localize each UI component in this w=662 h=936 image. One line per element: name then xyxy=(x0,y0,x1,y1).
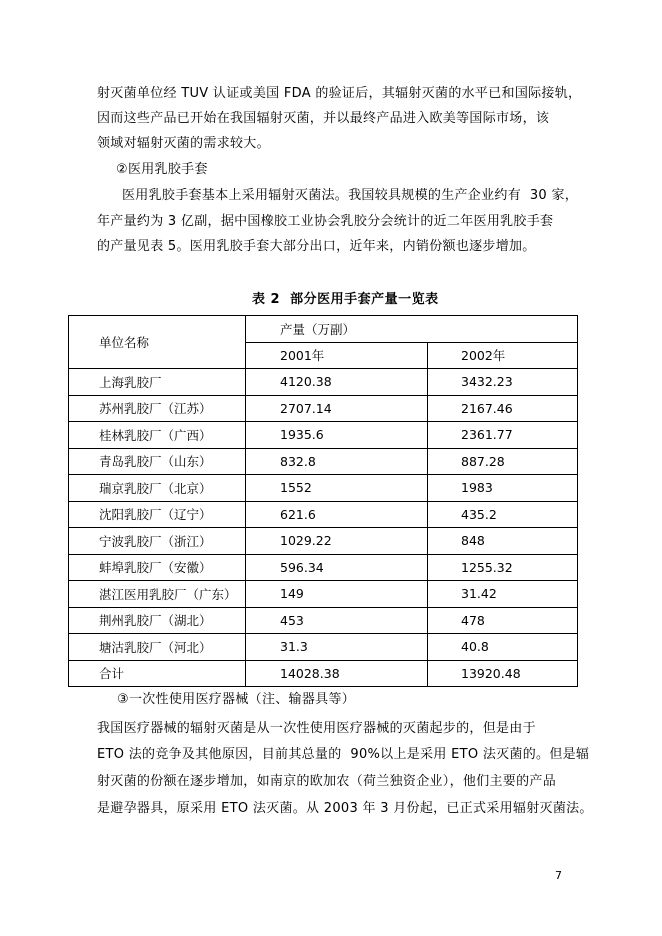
year-header-2001: 2001年 xyxy=(246,342,428,369)
year-header-2002: 2002年 xyxy=(428,342,578,369)
row-2002: 478 xyxy=(428,607,578,634)
table-title: 表 2 部分医用手套产量一览表 xyxy=(252,292,439,307)
row-2002: 31.42 xyxy=(428,581,578,608)
row-2001: 1935.6 xyxy=(246,422,428,449)
row-2002: 3432.23 xyxy=(428,369,578,396)
table-row xyxy=(69,528,578,555)
row-2002: 1255.32 xyxy=(428,554,578,581)
row-2001: 1552 xyxy=(246,475,428,502)
output-group-header: 产量（万副） xyxy=(246,316,578,343)
row-2002: 887.28 xyxy=(428,448,578,475)
table-header-row xyxy=(69,316,578,343)
intro-line-2: 因而这些产品已开始在我国辐射灭菌，并以最终产品进入欧美等国际市场，该 xyxy=(97,111,550,126)
row-name: 苏州乳胶厂（江苏） xyxy=(69,395,246,422)
table-row xyxy=(69,581,578,608)
table-row xyxy=(69,554,578,581)
gloves-line-1: 医用乳胶手套基本上采用辐射灭菌法。我国较具规模的生产企业约有 30 家， xyxy=(122,188,579,203)
devices-line-4: 是避孕器具，原采用 ETO 法灭菌。从 2003 年 3 月份起，已正式采用辐射灭菌法。 xyxy=(97,801,593,816)
devices-line-2: ETO 法的竞争及其他原因，目前其总量的 90%以上是采用 ETO 法灭菌的。但是辐 xyxy=(97,747,590,762)
row-2001: 832.8 xyxy=(246,448,428,475)
name-column-header: 单位名称 xyxy=(69,316,246,369)
row-name: 塘沽乳胶厂（河北） xyxy=(69,634,246,661)
table-row xyxy=(69,395,578,422)
row-name: 上海乳胶厂 xyxy=(69,369,246,396)
row-name: 蚌埠乳胶厂（安徽） xyxy=(69,554,246,581)
row-name: 湛江医用乳胶厂（广东） xyxy=(69,581,246,608)
row-name: 瑞京乳胶厂（北京） xyxy=(69,475,246,502)
row-2002: 40.8 xyxy=(428,634,578,661)
devices-line-3: 射灭菌的份额在逐步增加，如南京的欧加农（荷兰独资企业），他们主要的产品 xyxy=(97,774,557,789)
devices-line-1: 我国医疗器械的辐射灭菌是从一次性使用医疗器械的灭菌起步的，但是由于 xyxy=(97,721,536,736)
gloves-line-2: 年产量约为 3 亿副，据中国橡胶工业协会乳胶分会统计的近二年医用乳胶手套 xyxy=(97,214,554,229)
gloves-heading: ②医用乳胶手套 xyxy=(116,162,208,177)
row-2001: 31.3 xyxy=(246,634,428,661)
row-2001: 453 xyxy=(246,607,428,634)
row-2002: 848 xyxy=(428,528,578,555)
row-2001: 149 xyxy=(246,581,428,608)
table-row xyxy=(69,634,578,661)
table-total-row xyxy=(69,660,578,687)
table-row xyxy=(69,422,578,449)
intro-line-3: 领域对辐射灭菌的需求较大。 xyxy=(97,136,270,151)
total-2002: 13920.48 xyxy=(428,660,578,687)
row-2002: 435.2 xyxy=(428,501,578,528)
row-2001: 2707.14 xyxy=(246,395,428,422)
row-2001: 4120.38 xyxy=(246,369,428,396)
page-number: 7 xyxy=(555,869,562,882)
production-table xyxy=(68,315,578,687)
devices-heading: ③一次性使用医疗器械（注、输器具等） xyxy=(117,692,356,707)
row-2002: 2361.77 xyxy=(428,422,578,449)
row-name: 桂林乳胶厂（广西） xyxy=(69,422,246,449)
row-name: 荆州乳胶厂（湖北） xyxy=(69,607,246,634)
row-2001: 596.34 xyxy=(246,554,428,581)
row-2001: 621.6 xyxy=(246,501,428,528)
intro-line-1: 射灭菌单位经 TUV 认证或美国 FDA 的验证后，其辐射灭菌的水平已和国际接轨， xyxy=(97,86,582,101)
total-label: 合计 xyxy=(69,660,246,687)
row-2002: 2167.46 xyxy=(428,395,578,422)
row-name: 沈阳乳胶厂（辽宁） xyxy=(69,501,246,528)
table-row xyxy=(69,475,578,502)
row-2001: 1029.22 xyxy=(246,528,428,555)
row-name: 青岛乳胶厂（山东） xyxy=(69,448,246,475)
table-row xyxy=(69,369,578,396)
table-row xyxy=(69,607,578,634)
total-2001: 14028.38 xyxy=(246,660,428,687)
row-2002: 1983 xyxy=(428,475,578,502)
table-row xyxy=(69,448,578,475)
gloves-line-3: 的产量见表 5。医用乳胶手套大部分出口，近年来，内销份额也逐步增加。 xyxy=(97,239,536,254)
row-name: 宁波乳胶厂（浙江） xyxy=(69,528,246,555)
table-row xyxy=(69,501,578,528)
